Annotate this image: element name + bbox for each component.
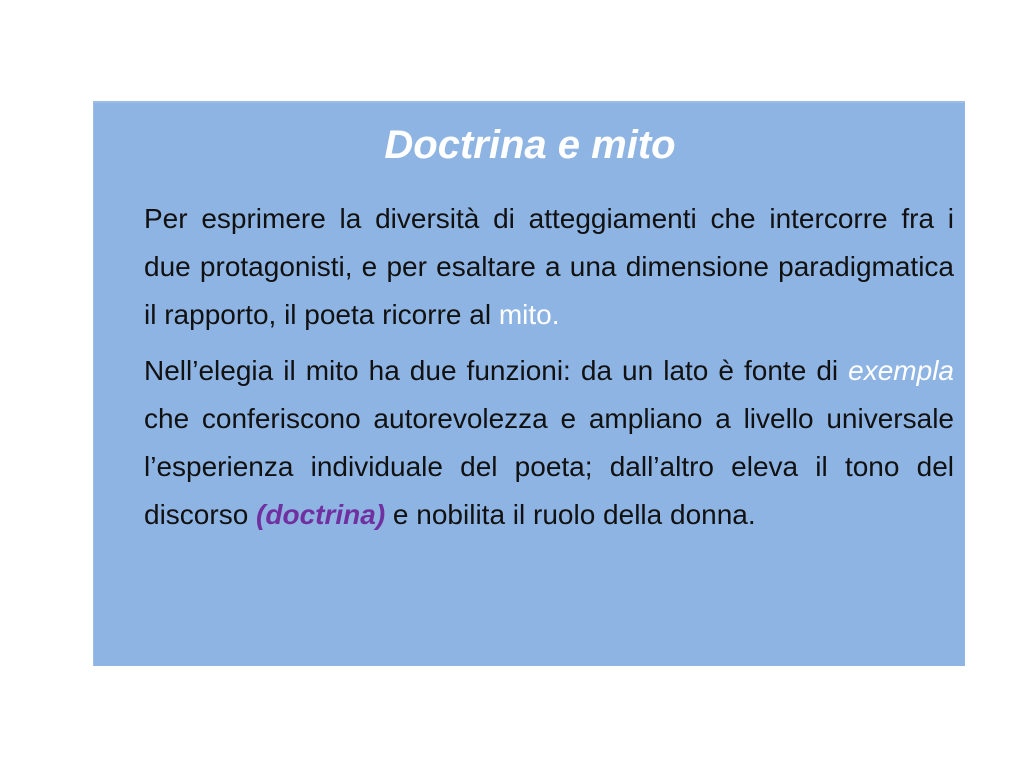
slide-body: [144, 195, 954, 547]
paragraph-funzioni: [144, 347, 954, 539]
term-exempla: exempla: [848, 355, 954, 386]
paragraph-2-text-end: e nobilita il ruolo della donna.: [385, 499, 756, 530]
term-mito: mito.: [498, 299, 560, 330]
paragraph-2-text-start: Nell’elegia il mito ha due funzioni: da un lato è fonte di: [144, 355, 849, 386]
term-doctrina: (doctrina): [256, 499, 386, 530]
slide-title: Doctrina e mito: [384, 123, 676, 167]
paragraph-mito: [144, 195, 954, 339]
content-box: [93, 101, 965, 666]
paragraph-1-text: Per esprimere la diversità di atteggiamenti che intercorre fra i due protagonisti, e per esaltare a una dimensione paradigmatica il rapporto, il poeta ricorre al: [144, 203, 954, 330]
paragraph-2-text-middle: che conferiscono autorevolezza e ampliano a livello universale l’esperienza individuale del poeta; dall’altro eleva il tono del discorso: [144, 403, 954, 530]
